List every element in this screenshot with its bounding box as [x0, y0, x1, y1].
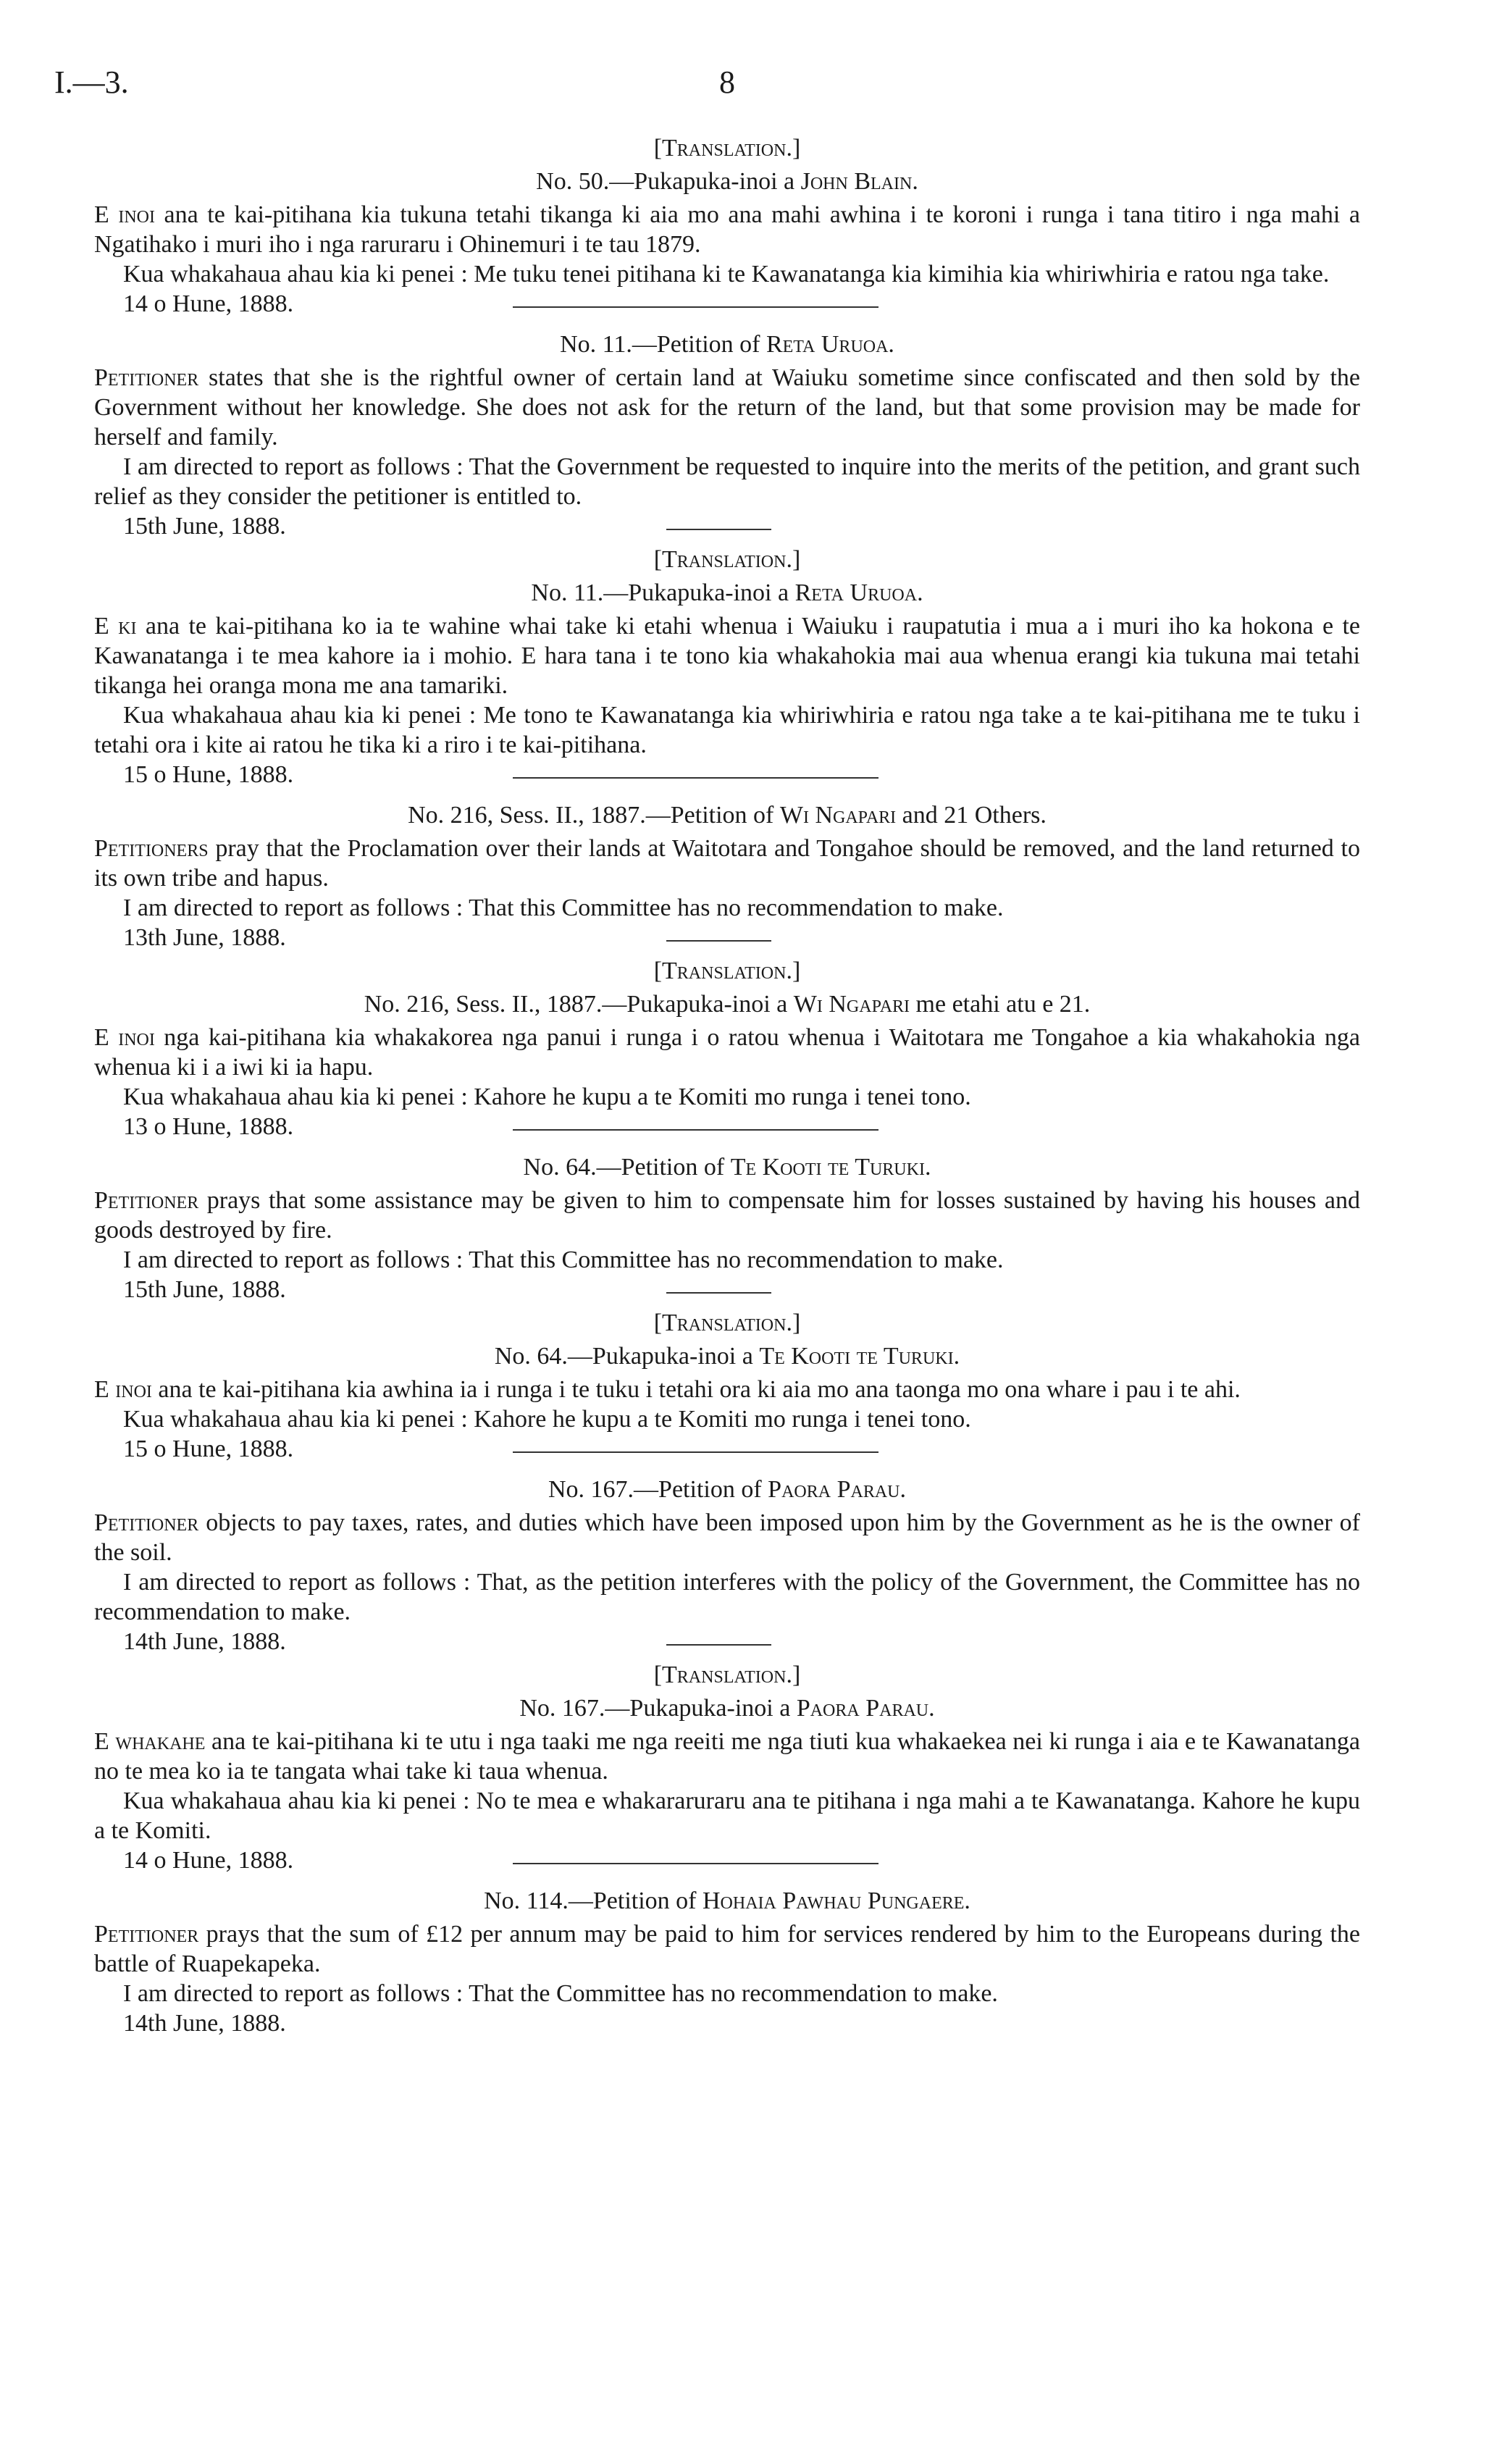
petition-date: 13th June, 1888.: [123, 924, 286, 951]
petition-paragraph: Petitioner prays that some assistance may be given to him to compensate him for losses sustained by having his houses and goods destroyed by fire.: [94, 1187, 1360, 1244]
page-number: 8: [719, 64, 735, 100]
translation-label: [Translation.]: [653, 546, 801, 573]
report-paragraph: I am directed to report as follows : That, as the petition interferes with the policy of the Government, the Committee has no recommendation to make.: [94, 1569, 1360, 1625]
petition-date: 13 o Hune, 1888.: [123, 1113, 294, 1140]
section-title: No. 11.—Petition of Reta Uruoa.: [560, 331, 894, 358]
translation-label: [Translation.]: [653, 1661, 801, 1688]
section-title: No. 167.—Petition of Paora Parau.: [548, 1476, 906, 1503]
petition-date: 14 o Hune, 1888.: [123, 290, 294, 317]
section-divider: [513, 1863, 879, 1864]
petition-paragraph: E inoi nga kai-pitihana kia whakakorea nga panui i runga i o ratou whenua i Waitotara me Tongahoe a kia whakahokia nga whenua ki i a iwi ki ia hapu.: [94, 1024, 1360, 1081]
section-divider: [513, 1451, 879, 1453]
section-title: No. 167.—Pukapuka-inoi a Paora Parau.: [519, 1695, 935, 1722]
petition-paragraph: Petitioner states that she is the rightful owner of certain land at Waiuku sometime since confiscated and then sold by the Government without her knowledge. She does not ask for the return of the land, but that some provision may be made for herself and family.: [94, 364, 1360, 451]
report-paragraph: I am directed to report as follows : That the Committee has no recommendation to make.: [123, 1980, 998, 2007]
translation-divider: [666, 529, 771, 530]
petition-paragraph: E inoi ana te kai-pitihana kia awhina ia i runga i te tuku i tetahi ora ki aia mo ana taonga mo ona whare i pau i te ahi.: [94, 1376, 1241, 1403]
petition-date: 15th June, 1888.: [123, 513, 286, 540]
report-paragraph: Kua whakahaua ahau kia ki penei : Me tuku tenei pitihana ki te Kawanatanga kia kimihia kia whiriwhiria e ratou nga take.: [123, 261, 1330, 288]
section-title: No. 11.—Pukapuka-inoi a Reta Uruoa.: [531, 579, 923, 606]
report-paragraph: Kua whakahaua ahau kia ki penei : Kahore he kupu a te Komiti mo runga i tenei tono.: [123, 1084, 971, 1110]
section-divider: [513, 306, 879, 308]
report-paragraph: Kua whakahaua ahau kia ki penei : No te mea e whakararuraru ana te pitihana i nga mahi a te Kawanatanga. Kahore he kupu a te Komiti.: [94, 1788, 1360, 1844]
petition-paragraph: E inoi ana te kai-pitihana kia tukuna tetahi tikanga ki aia mo ana mahi awhina i te koroni i runga i tana titiro i nga mahi a Ngatihako i muri iho i nga raruraru i Ohinemuri i te tau 1879.: [94, 201, 1360, 258]
section-title: No. 64.—Pukapuka-inoi a Te Kooti te Turuki.: [494, 1343, 960, 1370]
report-paragraph: I am directed to report as follows : That the Government be requested to inquire into the merits of the petition, and grant such relief as they consider the petitioner is entitled to.: [94, 453, 1360, 510]
section-divider: [513, 777, 879, 779]
petition-date: 15 o Hune, 1888.: [123, 761, 294, 788]
petition-paragraph: Petitioner prays that the sum of £12 per annum may be paid to him for services rendered by him to the Europeans during the battle of Ruapekapeka.: [94, 1921, 1360, 1977]
translation-divider: [666, 1644, 771, 1646]
report-paragraph: Kua whakahaua ahau kia ki penei : Kahore he kupu a te Komiti mo runga i tenei tono.: [123, 1406, 971, 1433]
page-header: [54, 58, 1360, 130]
section-divider: [513, 1129, 879, 1131]
report-paragraph: Kua whakahaua ahau kia ki penei : Me tono te Kawanatanga kia whiriwhiria e ratou nga take a te kai-pitihana me te tuku i tetahi ora i kite ai ratou he tika ki a riro i te kai-pitihana.: [94, 702, 1360, 758]
translation-label: [Translation.]: [653, 1309, 801, 1336]
report-paragraph: I am directed to report as follows : That this Committee has no recommendation to make.: [123, 894, 1004, 921]
petition-paragraph: E ki ana te kai-pitihana ko ia te wahine whai take ki etahi whenua i Waiuku i raupatutia i mua a i muri iho ka hokona e te Kawanatanga i te mea kahore ia i mohio. E hara tana i te tono kia whakahokia mai aua whenua erangi kia tukuna mai tetahi tikanga hei oranga mona me ana tamariki.: [94, 613, 1361, 699]
petition-date: 14th June, 1888.: [123, 2010, 286, 2037]
section-title: No. 50.—Pukapuka-inoi a John Blain.: [536, 168, 918, 195]
petition-paragraph: Petitioners pray that the Proclamation over their lands at Waitotara and Tongahoe should be removed, and the land returned to its own tribe and hapus.: [94, 835, 1360, 892]
petition-date: 15th June, 1888.: [123, 1276, 286, 1303]
section-title: No. 64.—Petition of Te Kooti te Turuki.: [523, 1154, 931, 1181]
petition-paragraph: Petitioner objects to pay taxes, rates, and duties which have been imposed upon him by the Government as he is the owner of the soil.: [94, 1509, 1360, 1566]
document-page: [54, 58, 1361, 2038]
section-title: No. 114.—Petition of Hohaia Pawhau Pungaere.: [484, 1887, 970, 1914]
report-paragraph: I am directed to report as follows : That this Committee has no recommendation to make.: [123, 1246, 1004, 1273]
petition-date: 15 o Hune, 1888.: [123, 1436, 294, 1462]
section-title: No. 216, Sess. II., 1887.—Pukapuka-inoi a Wi Ngapari me etahi atu e 21.: [364, 991, 1091, 1018]
translation-divider: [666, 940, 771, 942]
petition-date: 14th June, 1888.: [123, 1628, 286, 1655]
translation-label: [Translation.]: [653, 957, 801, 984]
translation-label: [Translation.]: [653, 135, 801, 162]
petition-date: 14 o Hune, 1888.: [123, 1847, 294, 1874]
section-title: No. 216, Sess. II., 1887.—Petition of Wi Ngapari and 21 Others.: [408, 802, 1047, 829]
petition-paragraph: E whakahe ana te kai-pitihana ki te utu i nga taaki me nga reeiti me nga tiuti kua whakaekea nei ki runga i aia e te Kawanatanga no te mea ko ia te tangata whai take ki taua whenua.: [94, 1728, 1360, 1785]
document-reference: I.—3.: [54, 64, 129, 100]
translation-divider: [666, 1292, 771, 1294]
